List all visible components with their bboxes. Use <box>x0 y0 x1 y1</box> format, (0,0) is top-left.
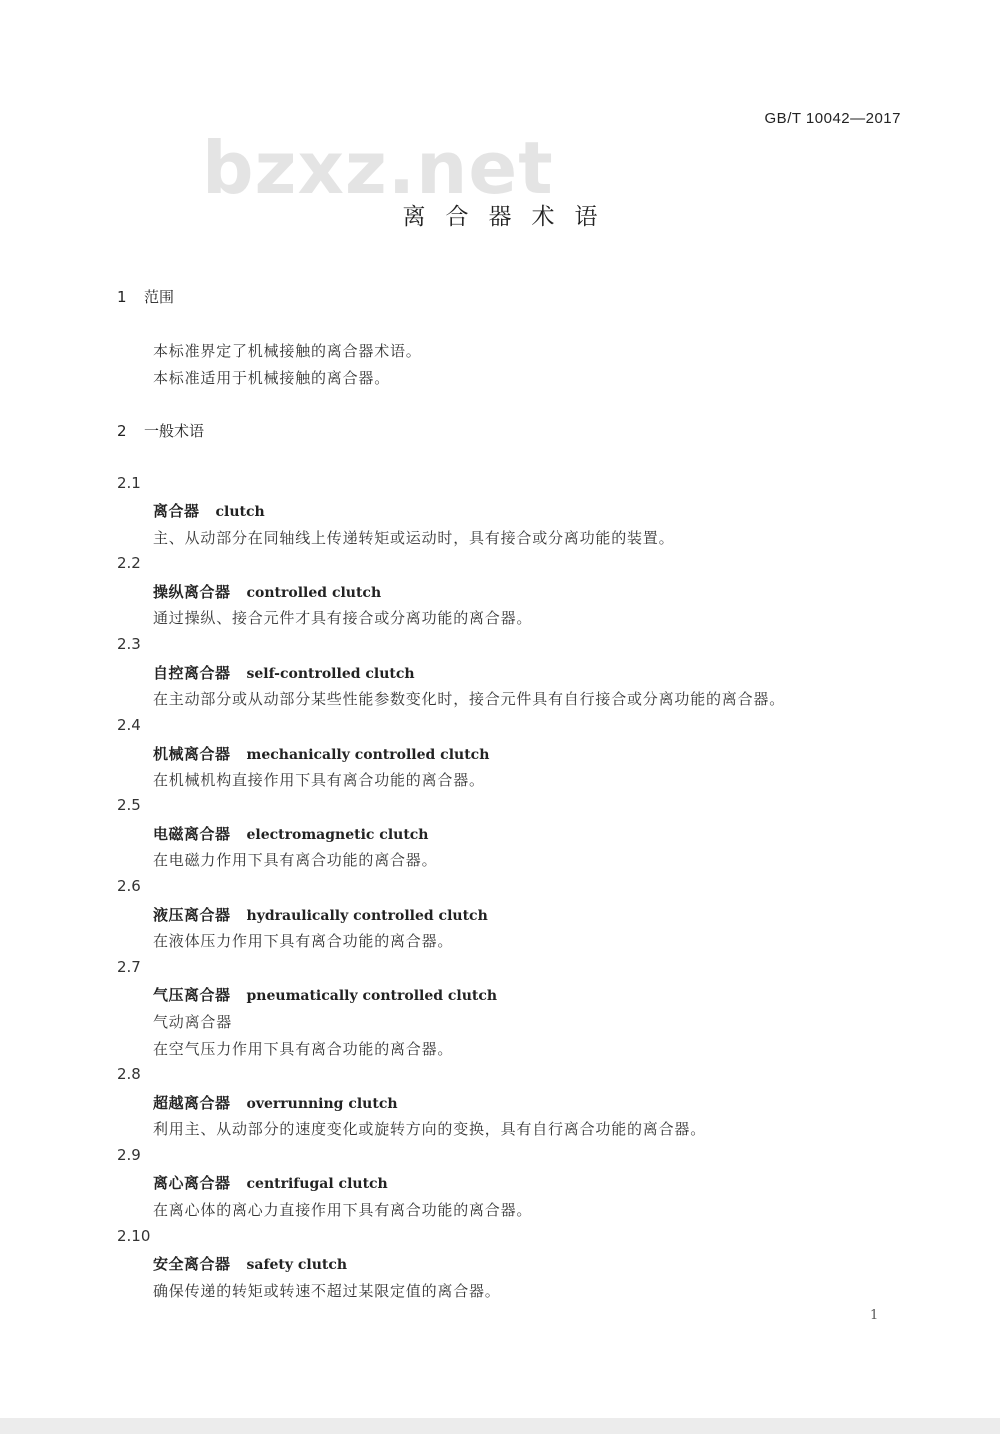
term-synonym: 气动离合器 <box>153 1013 233 1031</box>
term-english: self-controlled clutch <box>246 666 415 682</box>
section-number: 1 <box>117 288 127 306</box>
term-heading <box>153 743 489 764</box>
term-number: 2.9 <box>117 1146 141 1164</box>
document-title: 离合器术语 <box>402 204 618 230</box>
term-chinese: 操纵离合器 <box>153 583 231 601</box>
page-number: 1 <box>870 1308 879 1323</box>
term-chinese: 安全离合器 <box>153 1255 231 1273</box>
term-definition: 在液体压力作用下具有离合功能的离合器。 <box>153 932 454 950</box>
scope-paragraph-2: 本标准适用于机械接触的离合器。 <box>153 369 391 387</box>
term-heading <box>153 823 429 844</box>
term-number: 2.6 <box>117 877 141 895</box>
section-title: 一般术语 <box>144 422 205 440</box>
term-heading <box>153 662 415 683</box>
term-heading <box>153 1253 347 1274</box>
term-definition: 确保传递的转矩或转速不超过某限定值的离合器。 <box>153 1282 501 1300</box>
term-number: 2.10 <box>117 1227 151 1245</box>
term-number: 2.2 <box>117 554 141 572</box>
term-chinese: 电磁离合器 <box>153 825 231 843</box>
term-chinese: 超越离合器 <box>153 1094 231 1112</box>
term-english: pneumatically controlled clutch <box>246 988 498 1004</box>
term-heading <box>153 581 381 602</box>
term-english: electromagnetic clutch <box>246 827 429 843</box>
standard-code: GB/T 10042—2017 <box>764 110 901 127</box>
term-number: 2.8 <box>117 1065 141 1083</box>
section-title: 范围 <box>144 288 175 306</box>
term-heading <box>153 904 488 925</box>
term-chinese: 气压离合器 <box>153 986 231 1004</box>
scope-paragraph-1: 本标准界定了机械接触的离合器术语。 <box>153 342 422 360</box>
section-2-heading <box>117 420 204 441</box>
term-english: safety clutch <box>246 1257 348 1273</box>
viewer-bottom-strip <box>0 1418 1000 1434</box>
term-heading <box>153 984 497 1005</box>
term-chinese: 离合器 <box>153 502 200 520</box>
term-definition: 在离心体的离心力直接作用下具有离合功能的离合器。 <box>153 1201 533 1219</box>
term-number: 2.4 <box>117 716 141 734</box>
term-english: clutch <box>215 504 265 520</box>
term-english: controlled clutch <box>246 585 382 601</box>
term-heading <box>153 500 265 521</box>
term-english: hydraulically controlled clutch <box>246 908 488 924</box>
term-definition: 在主动部分或从动部分某些性能参数变化时，接合元件具有自行接合或分离功能的离合器。 <box>153 690 786 708</box>
section-number: 2 <box>117 422 127 440</box>
section-1-heading <box>117 286 174 307</box>
term-definition: 在空气压力作用下具有离合功能的离合器。 <box>153 1040 454 1058</box>
term-definition: 主、从动部分在同轴线上传递转矩或运动时，具有接合或分离功能的装置。 <box>153 529 675 547</box>
term-heading <box>153 1172 388 1193</box>
term-chinese: 机械离合器 <box>153 745 231 763</box>
term-number: 2.7 <box>117 958 141 976</box>
term-chinese: 离心离合器 <box>153 1174 231 1192</box>
term-definition: 在机械机构直接作用下具有离合功能的离合器。 <box>153 771 485 789</box>
term-definition: 通过操纵、接合元件才具有接合或分离功能的离合器。 <box>153 609 533 627</box>
term-chinese: 液压离合器 <box>153 906 231 924</box>
term-number: 2.3 <box>117 635 141 653</box>
term-number: 2.5 <box>117 796 141 814</box>
term-english: overrunning clutch <box>246 1096 398 1112</box>
term-number: 2.1 <box>117 474 141 492</box>
term-heading <box>153 1092 398 1113</box>
term-english: mechanically controlled clutch <box>246 747 490 763</box>
watermark: bzxz.net <box>202 126 554 210</box>
term-definition: 在电磁力作用下具有离合功能的离合器。 <box>153 851 438 869</box>
term-english: centrifugal clutch <box>246 1176 388 1192</box>
term-chinese: 自控离合器 <box>153 664 231 682</box>
term-definition: 利用主、从动部分的速度变化或旋转方向的变换，具有自行离合功能的离合器。 <box>153 1120 707 1138</box>
